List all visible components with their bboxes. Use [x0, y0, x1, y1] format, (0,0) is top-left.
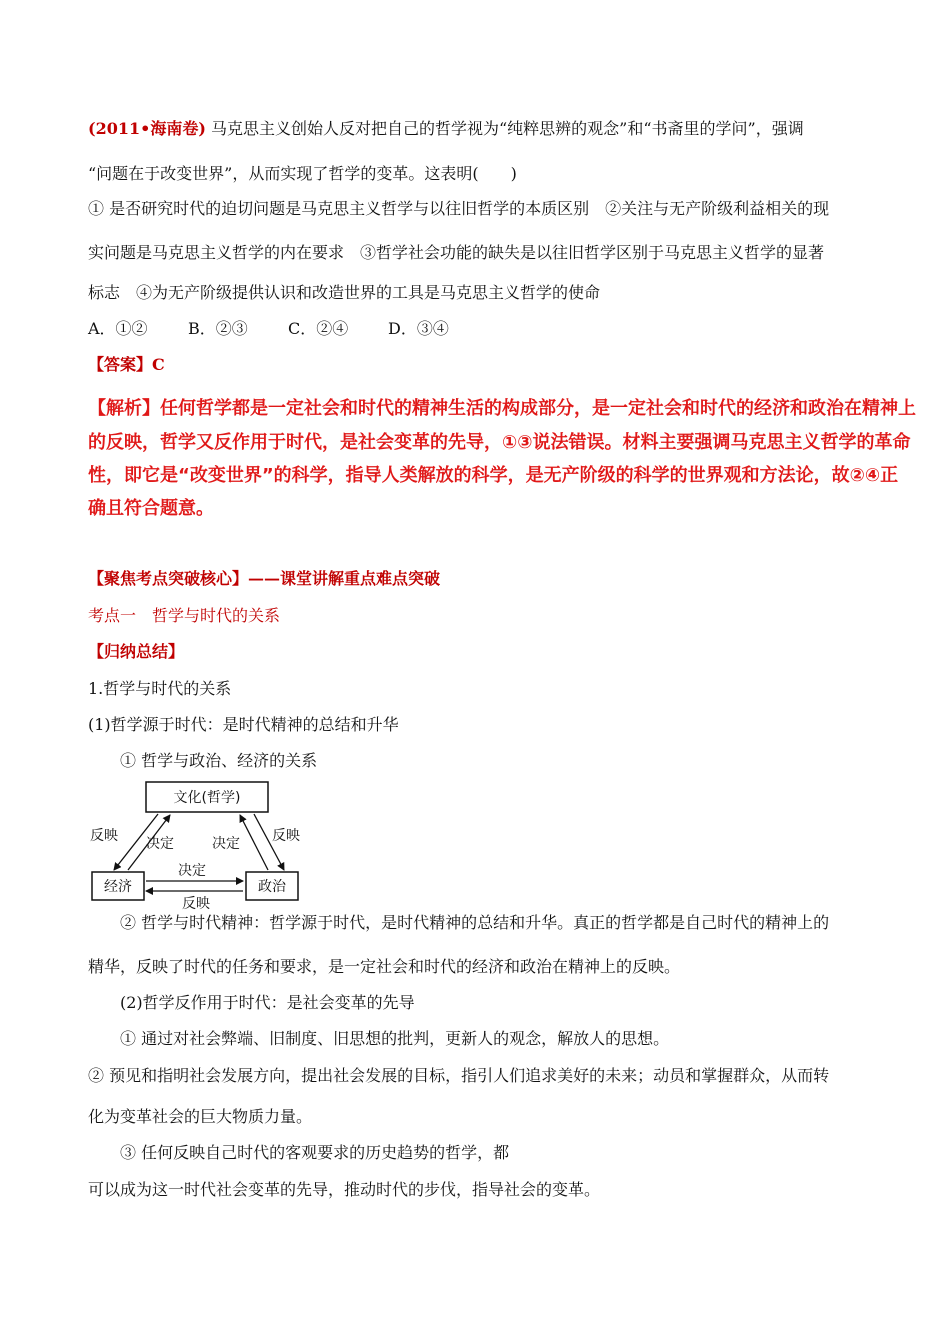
label-left-determine: 决定	[146, 836, 174, 852]
question-statements-line1: ① 是否研究时代的迫切问题是马克思主义哲学与以往旧哲学的本质区别 ②关注与无产阶级利益相关的现	[88, 199, 830, 218]
option-b: B．②③	[188, 319, 248, 338]
question-stem-line1	[88, 116, 804, 139]
subitem-2: (2)哲学反作用于时代：是社会变革的先导	[120, 993, 415, 1012]
analysis-line1: 【解析】任何哲学都是一定社会和时代的精神生活的构成部分，是一定社会和时代的经济和政治在精神上	[88, 398, 916, 419]
item-1: 1.哲学与时代的关系	[88, 679, 232, 698]
question-statements-line2: 实问题是马克思主义哲学的内在要求 ③哲学社会功能的缺失是以往旧哲学区别于马克思主义哲学的显著	[88, 243, 825, 262]
label-left-reflect: 反映	[90, 828, 118, 844]
key-point-title: 考点一 哲学与时代的关系	[88, 606, 281, 625]
analysis-line4: 确且符合题意。	[88, 498, 214, 519]
subitem-2-b-line2: 化为变革社会的巨大物质力量。	[88, 1107, 313, 1126]
option-a: A．①②	[88, 319, 148, 338]
analysis-line3: 性，即它是“改变世界”的科学，指导人类解放的科学，是无产阶级的科学的世界观和方法论，故②④正	[88, 465, 899, 486]
label-right-reflect: 反映	[272, 828, 300, 844]
arrow-politics-to-culture	[240, 815, 268, 870]
subitem-2-b-line1: ② 预见和指明社会发展方向，提出社会发展的目标，指引人们追求美好的未来；动员和掌握群众，从而转	[88, 1066, 830, 1085]
section-heading: 【聚焦考点突破核心】——课堂讲解重点难点突破	[88, 569, 441, 588]
subitem-1: (1)哲学源于时代：是时代精神的总结和升华	[88, 715, 399, 734]
label-bottom-reflect: 反映	[182, 896, 210, 910]
culture-box-label: 文化(哲学)	[173, 790, 241, 806]
question-stem-text: 马克思主义创始人反对把自己的哲学视为“纯粹思辨的观念”和“书斋里的学问”，强调	[211, 119, 804, 138]
subitem-2-c-line1: ③ 任何反映自己时代的客观要求的历史趋势的哲学，都	[120, 1143, 510, 1162]
economy-box-label: 经济	[104, 879, 132, 895]
label-bottom-determine: 决定	[178, 863, 206, 879]
question-source: (2011•海南卷)	[88, 119, 206, 138]
option-d: D．③④	[388, 319, 449, 338]
subitem-1-a: ① 哲学与政治、经济的关系	[120, 751, 318, 770]
subitem-1-b-line2: 精华，反映了时代的任务和要求，是一定社会和时代的经济和政治在精神上的反映。	[88, 957, 681, 976]
label-right-determine: 决定	[212, 836, 240, 852]
summary-heading: 【归纳总结】	[88, 642, 185, 661]
philosophy-relationship-diagram	[88, 778, 308, 910]
answer-label: 【答案】C	[88, 355, 165, 374]
question-statements-line3: 标志 ④为无产阶级提供认识和改造世界的工具是马克思主义哲学的使命	[88, 283, 601, 302]
analysis-line2: 的反映，哲学又反作用于时代，是社会变革的先导，①③说法错误。材料主要强调马克思主义哲学的革命	[88, 432, 911, 453]
question-stem-line2: “问题在于改变世界”，从而实现了哲学的变革。这表明( )	[88, 164, 517, 183]
subitem-1-b-line1: ② 哲学与时代精神：哲学源于时代，是时代精神的总结和升华。真正的哲学都是自己时代的精神上的	[120, 913, 830, 932]
subitem-2-c-line2: 可以成为这一时代社会变革的先导，推动时代的步伐，指导社会的变革。	[88, 1180, 601, 1199]
politics-box-label: 政治	[258, 879, 286, 895]
option-c: C．②④	[288, 319, 349, 338]
subitem-2-a: ① 通过对社会弊端、旧制度、旧思想的批判，更新人的观念，解放人的思想。	[120, 1029, 670, 1048]
